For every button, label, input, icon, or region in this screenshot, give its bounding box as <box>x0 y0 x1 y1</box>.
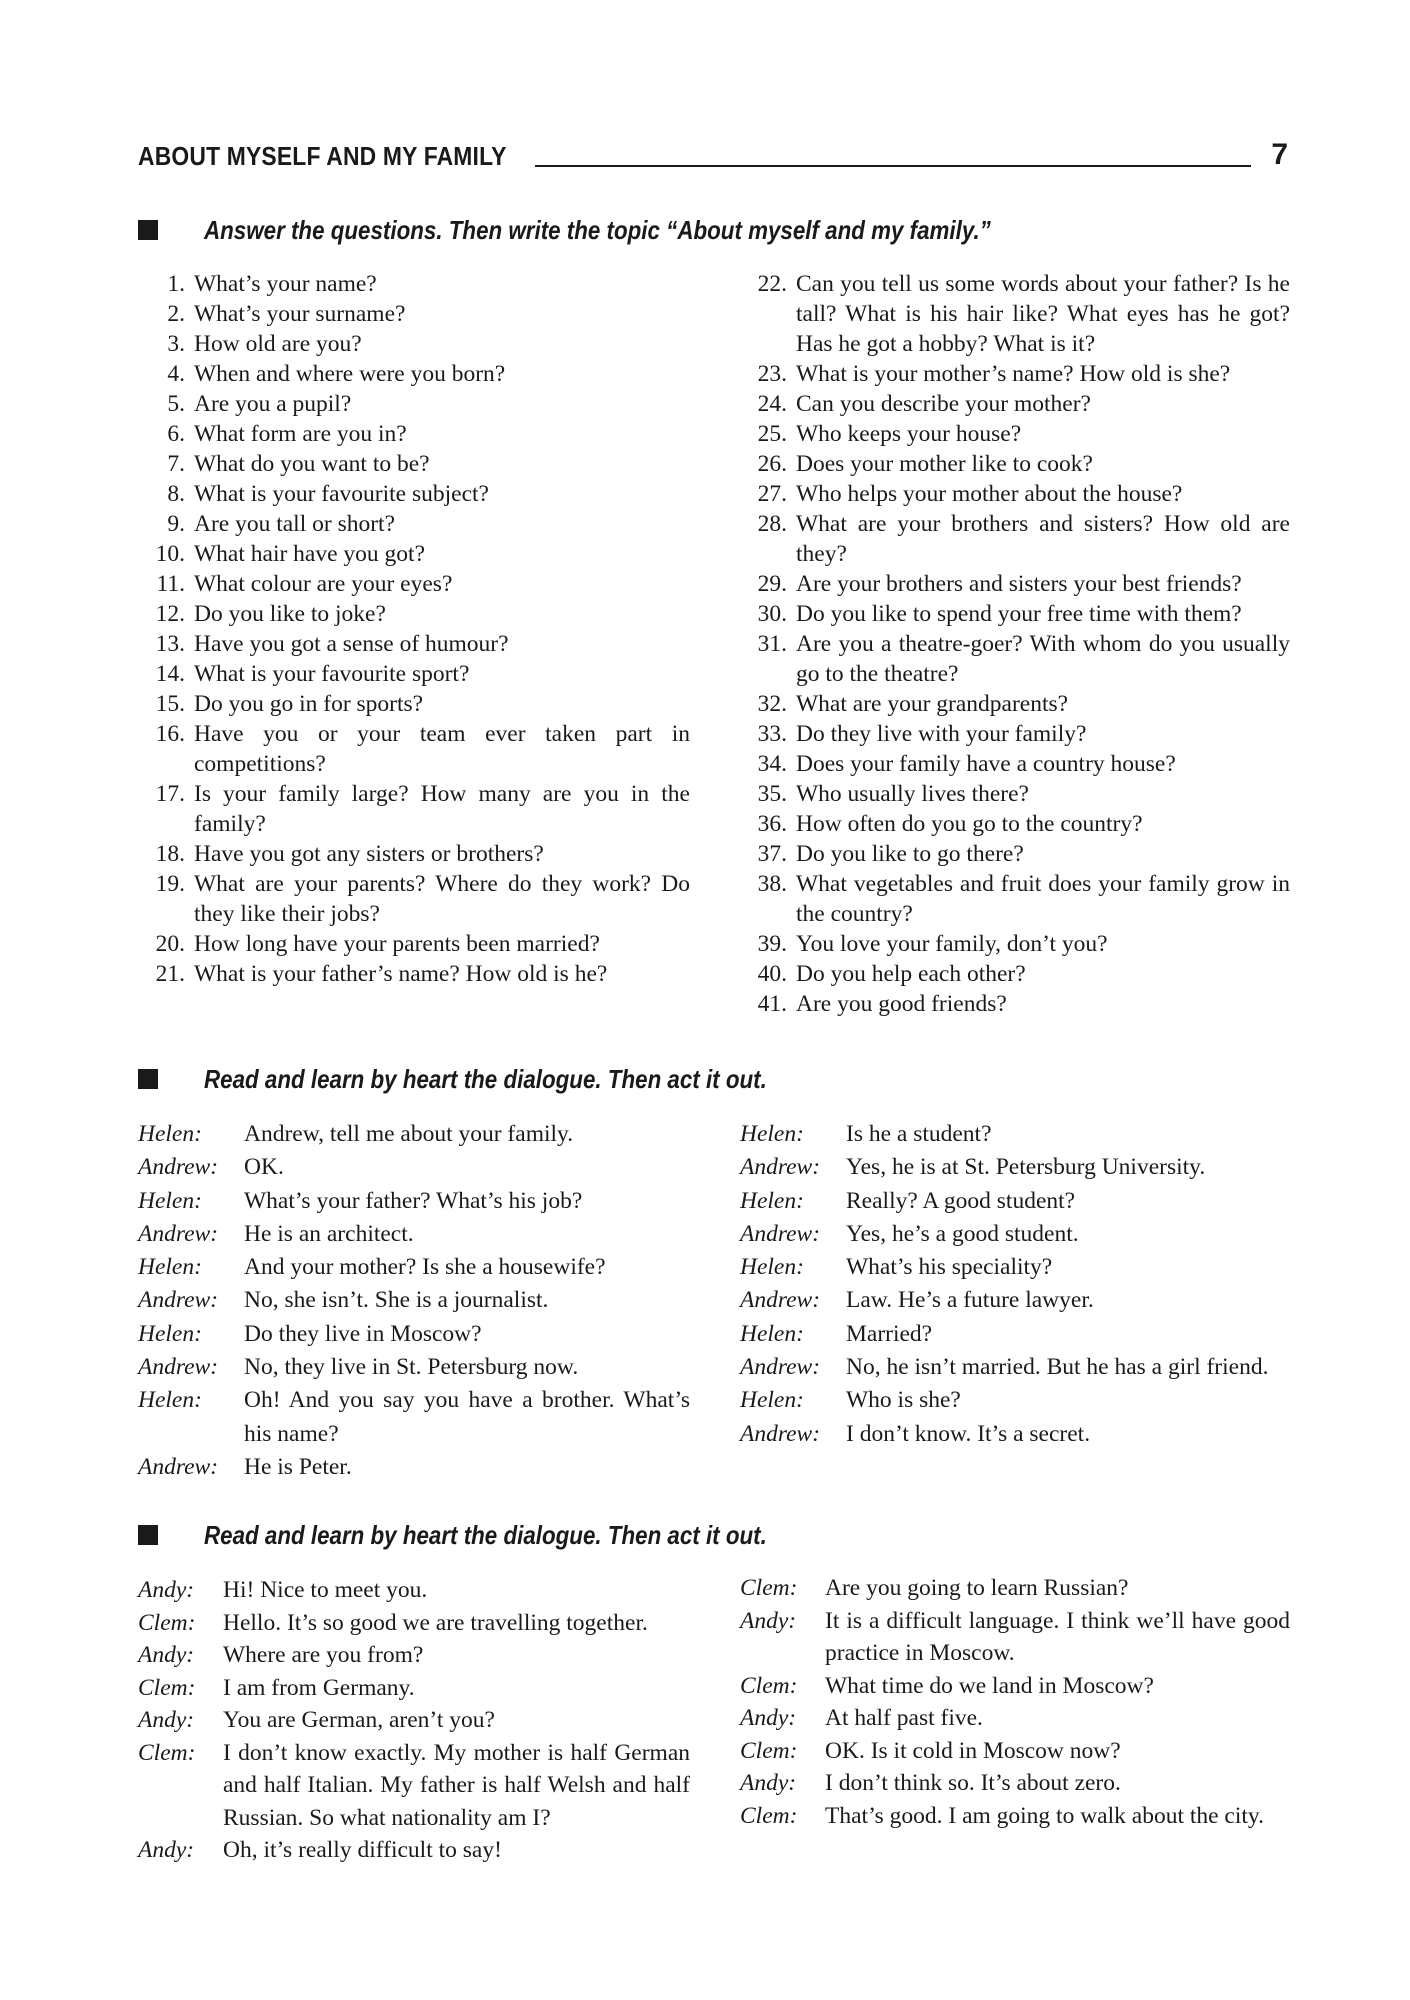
question-number: 22. <box>757 271 787 297</box>
question-item <box>138 839 690 869</box>
dialogue-line <box>740 1218 1290 1251</box>
question-text: Can you describe your mother? <box>796 391 1091 417</box>
dialogue-text: Law. He’s a future lawyer. <box>846 1287 1094 1314</box>
task-3-heading <box>138 1517 858 1553</box>
question-number: 37. <box>757 841 787 867</box>
dialogue-text: Hi! Nice to meet you. <box>223 1577 428 1603</box>
speaker-name: Andy: <box>740 1607 797 1634</box>
question-text: Have you or your team ever taken part in competitions? <box>194 721 690 777</box>
task-3-instruction: Read and learn by heart the dialogue. Then act it out. <box>204 1519 767 1550</box>
dialogue-text: I don’t know. It’s a secret. <box>846 1420 1091 1447</box>
speaker-name: Andrew: <box>138 1220 219 1247</box>
question-text: Can you tell us some words about your father? Is he tall? What is his hair like? What eyes has he got? Has he got a hobby? What is it? <box>796 271 1290 357</box>
question-number: 25. <box>757 421 787 447</box>
question-item <box>138 449 690 479</box>
dialogue-text: Married? <box>846 1320 933 1347</box>
speaker-name: Helen: <box>138 1387 202 1414</box>
question-item <box>740 599 1290 629</box>
question-text: What is your father’s name? How old is he? <box>194 961 608 987</box>
dialogue-text: He is an architect. <box>244 1220 414 1247</box>
question-text: Who helps your mother about the house? <box>796 481 1183 507</box>
speaker-name: Helen: <box>740 1121 804 1147</box>
dialogue-line <box>740 1351 1290 1384</box>
dialogue-text: Yes, he is at St. Petersburg University. <box>846 1154 1206 1181</box>
dialogue-text: He is Peter. <box>244 1453 352 1480</box>
question-item <box>740 419 1290 449</box>
question-item <box>740 989 1290 1019</box>
task-bullet-icon <box>138 1525 158 1545</box>
dialogue-line <box>740 1735 1290 1768</box>
questions-right-column <box>740 269 1290 1019</box>
question-item <box>740 689 1290 719</box>
question-item <box>138 659 690 689</box>
question-text: What’s your surname? <box>194 301 406 327</box>
dialogue-line <box>138 1318 690 1351</box>
question-item <box>740 869 1290 929</box>
question-item <box>740 389 1290 419</box>
question-item <box>138 539 690 569</box>
question-text: Do you like to joke? <box>194 601 386 627</box>
question-number: 13. <box>155 631 185 657</box>
question-text: What vegetables and fruit does your family grow in the country? <box>796 871 1290 927</box>
question-item <box>740 959 1290 989</box>
question-text: What’s your name? <box>194 271 377 297</box>
page-header <box>138 137 1288 171</box>
speaker-name: Andrew: <box>138 1354 219 1381</box>
question-number: 19. <box>155 871 185 897</box>
question-number: 10. <box>155 541 185 567</box>
question-number: 41. <box>757 991 787 1017</box>
dialogue-text: Who is she? <box>846 1387 961 1414</box>
dialogue-line <box>138 1574 690 1607</box>
speaker-name: Andy: <box>138 1577 195 1603</box>
dialogue-line <box>740 1384 1290 1417</box>
speaker-name: Helen: <box>138 1121 202 1147</box>
question-text: What is your favourite sport? <box>194 661 470 687</box>
question-number: 6. <box>167 421 185 447</box>
dialogue-text: I don’t think so. It’s about zero. <box>825 1770 1121 1796</box>
speaker-name: Andrew: <box>740 1354 821 1381</box>
speaker-name: Helen: <box>740 1387 804 1414</box>
question-item <box>740 839 1290 869</box>
question-number: 1. <box>167 271 185 297</box>
task-2-heading <box>138 1061 858 1097</box>
question-item <box>740 269 1290 359</box>
question-text: What colour are your eyes? <box>194 571 453 597</box>
question-text: Do they live with your family? <box>796 721 1087 747</box>
speaker-name: Helen: <box>740 1320 804 1347</box>
dialogue-line <box>138 1118 690 1151</box>
speaker-name: Helen: <box>138 1320 202 1347</box>
question-number: 32. <box>757 691 787 717</box>
speaker-name: Andrew: <box>740 1420 821 1447</box>
question-text: Who keeps your house? <box>796 421 1022 447</box>
speaker-name: Helen: <box>740 1254 804 1281</box>
speaker-name: Clem: <box>138 1609 196 1636</box>
dialogue-text: Oh, it’s really difficult to say! <box>223 1837 502 1863</box>
dialogue-text: What’s his speciality? <box>846 1254 1053 1281</box>
question-number: 15. <box>155 691 185 717</box>
dialogue-text: Do they live in Moscow? <box>244 1320 482 1347</box>
question-number: 2. <box>167 301 185 327</box>
dialogue-text: What time do we land in Moscow? <box>825 1672 1154 1699</box>
question-text: What are your grandparents? <box>796 691 1069 717</box>
dialogue-line <box>138 1834 690 1867</box>
dialogue-line <box>138 1384 690 1451</box>
dialogue-line <box>138 1284 690 1317</box>
dialogue-1-left-column <box>138 1118 690 1484</box>
dialogue-line <box>138 1151 690 1184</box>
question-text: Are you a theatre-goer? With whom do you usually go to the theatre? <box>796 631 1290 687</box>
speaker-name: Clem: <box>740 1575 798 1601</box>
question-text: What do you want to be? <box>194 451 430 477</box>
speaker-name: Andrew: <box>138 1154 219 1181</box>
dialogue-text: No, he isn’t married. But he has a girl friend. <box>846 1354 1269 1381</box>
question-number: 35. <box>757 781 787 807</box>
question-text: Do you like to go there? <box>796 841 1024 867</box>
question-text: What are your brothers and sisters? How old are they? <box>796 511 1290 567</box>
speaker-name: Andrew: <box>138 1287 219 1314</box>
question-item <box>138 359 690 389</box>
question-number: 17. <box>155 781 185 807</box>
question-item <box>138 599 690 629</box>
dialogue-text: Are you going to learn Russian? <box>825 1575 1129 1601</box>
question-text: Does your mother like to cook? <box>796 451 1093 477</box>
question-item <box>740 509 1290 569</box>
question-number: 4. <box>167 361 185 387</box>
question-item <box>740 779 1290 809</box>
dialogue-text: At half past five. <box>825 1705 983 1731</box>
dialogue-line <box>740 1185 1290 1218</box>
question-number: 11. <box>156 571 185 597</box>
speaker-name: Clem: <box>740 1802 798 1829</box>
dialogue-2-left-column <box>138 1574 690 1867</box>
dialogue-text: What’s your father? What’s his job? <box>244 1187 583 1214</box>
dialogue-line <box>138 1607 690 1640</box>
question-number: 14. <box>155 661 185 687</box>
question-text: What are your parents? Where do they work? Do they like their jobs? <box>194 871 690 927</box>
speaker-name: Andrew: <box>740 1220 821 1247</box>
task-2-instruction: Read and learn by heart the dialogue. Then act it out. <box>204 1063 767 1094</box>
question-text: Are your brothers and sisters your best friends? <box>796 571 1242 597</box>
question-item <box>138 569 690 599</box>
dialogue-text: Hello. It’s so good we are travelling together. <box>223 1609 648 1636</box>
dialogue-text: That’s good. I am going to walk about the city. <box>825 1802 1265 1829</box>
question-text: Do you like to spend your free time with them? <box>796 601 1242 627</box>
question-number: 27. <box>757 481 787 507</box>
question-text: Do you go in for sports? <box>194 691 424 717</box>
question-number: 8. <box>167 481 185 507</box>
question-item <box>740 479 1290 509</box>
dialogue-line <box>740 1800 1290 1833</box>
dialogue-line <box>740 1670 1290 1703</box>
dialogue-text: Oh! And you say you have a brother. What’s his name? <box>244 1387 690 1447</box>
dialogue-text: I am from Germany. <box>223 1674 415 1701</box>
speaker-name: Andy: <box>138 1837 195 1863</box>
dialogue-line <box>138 1672 690 1705</box>
question-number: 33. <box>757 721 787 747</box>
dialogue-text: OK. Is it cold in Moscow now? <box>825 1737 1121 1764</box>
task-bullet-icon <box>138 1069 158 1089</box>
questions-left-column <box>138 269 690 989</box>
question-item <box>138 779 690 839</box>
speaker-name: Helen: <box>138 1187 202 1214</box>
speaker-name: Helen: <box>138 1254 202 1281</box>
question-item <box>138 419 690 449</box>
speaker-name: Clem: <box>740 1737 798 1764</box>
question-item <box>740 569 1290 599</box>
question-item <box>740 359 1290 389</box>
task-bullet-icon <box>138 220 158 240</box>
question-number: 21. <box>155 961 185 987</box>
question-text: What hair have you got? <box>194 541 425 567</box>
task-1-instruction: Answer the questions. Then write the topic “About myself and my family.” <box>204 214 991 245</box>
question-number: 26. <box>757 451 787 477</box>
dialogue-2-right-column <box>740 1572 1290 1832</box>
question-number: 28. <box>757 511 787 537</box>
question-number: 38. <box>757 871 787 897</box>
dialogue-text: And your mother? Is she a housewife? <box>244 1254 606 1281</box>
question-item <box>740 719 1290 749</box>
dialogue-line <box>138 1251 690 1284</box>
question-number: 40. <box>757 961 787 987</box>
question-item <box>138 689 690 719</box>
question-text: Have you got a sense of humour? <box>194 631 509 657</box>
dialogue-text: No, they live in St. Petersburg now. <box>244 1354 579 1381</box>
question-number: 5. <box>167 391 185 417</box>
question-item <box>740 809 1290 839</box>
question-number: 36. <box>757 811 787 837</box>
dialogue-text: You are German, aren’t you? <box>223 1707 495 1733</box>
question-number: 3. <box>167 331 185 357</box>
dialogue-line <box>740 1605 1290 1670</box>
question-item <box>740 629 1290 689</box>
dialogue-text: Is he a student? <box>846 1121 992 1147</box>
section-title: ABOUT MYSELF AND MY FAMILY <box>138 141 507 171</box>
question-text: Do you help each other? <box>796 961 1026 987</box>
speaker-name: Andy: <box>740 1770 797 1796</box>
question-text: How long have your parents been married? <box>194 931 600 957</box>
dialogue-text: It is a difficult language. I think we’ll have good practice in Moscow. <box>825 1607 1290 1666</box>
speaker-name: Andy: <box>740 1705 797 1731</box>
question-item <box>138 719 690 779</box>
dialogue-text: Really? A good student? <box>846 1187 1076 1214</box>
question-number: 16. <box>155 721 185 747</box>
question-text: Are you good friends? <box>796 991 1007 1017</box>
dialogue-line <box>138 1704 690 1737</box>
question-item <box>138 299 690 329</box>
dialogue-line <box>138 1185 690 1218</box>
speaker-name: Clem: <box>740 1672 798 1699</box>
question-item <box>138 929 690 959</box>
question-text: Are you a pupil? <box>194 391 352 417</box>
dialogue-line <box>138 1639 690 1672</box>
speaker-name: Helen: <box>740 1187 804 1214</box>
question-item <box>138 869 690 929</box>
speaker-name: Clem: <box>138 1674 196 1701</box>
question-item <box>138 329 690 359</box>
dialogue-line <box>740 1151 1290 1184</box>
question-text: You love your family, don’t you? <box>796 931 1108 957</box>
question-number: 18. <box>155 841 185 867</box>
dialogue-line <box>138 1351 690 1384</box>
dialogue-line <box>138 1451 690 1484</box>
speaker-name: Andrew: <box>740 1154 821 1181</box>
question-text: Who usually lives there? <box>796 781 1029 807</box>
dialogue-line <box>740 1767 1290 1800</box>
question-item <box>138 479 690 509</box>
dialogue-line <box>740 1702 1290 1735</box>
question-number: 39. <box>757 931 787 957</box>
dialogue-1-right-column <box>740 1118 1290 1451</box>
dialogue-line <box>740 1318 1290 1351</box>
dialogue-line <box>740 1118 1290 1151</box>
question-number: 20. <box>155 931 185 957</box>
speaker-name: Andrew: <box>138 1453 219 1480</box>
page-number: 7 <box>1271 138 1288 171</box>
header-rule <box>535 165 1251 167</box>
question-item <box>138 269 690 299</box>
dialogue-line <box>138 1218 690 1251</box>
question-item <box>138 959 690 989</box>
question-text: Is your family large? How many are you in the family? <box>194 781 690 837</box>
question-number: 9. <box>167 511 185 537</box>
question-number: 31. <box>757 631 787 657</box>
question-text: What is your favourite subject? <box>194 481 489 507</box>
question-number: 12. <box>155 601 185 627</box>
dialogue-text: I don’t know exactly. My mother is half German and half Italian. My father is half Welsh and half Russian. So what nationality am I? <box>223 1739 690 1831</box>
dialogue-line <box>740 1284 1290 1317</box>
question-item <box>138 509 690 539</box>
question-number: 34. <box>757 751 787 777</box>
speaker-name: Andrew: <box>740 1287 821 1314</box>
question-text: What form are you in? <box>194 421 407 447</box>
dialogue-line <box>740 1251 1290 1284</box>
question-item <box>740 449 1290 479</box>
question-text: Are you tall or short? <box>194 511 396 537</box>
dialogue-text: Yes, he’s a good student. <box>846 1220 1079 1247</box>
dialogue-text: OK. <box>244 1154 284 1181</box>
dialogue-line <box>740 1572 1290 1605</box>
question-number: 7. <box>167 451 185 477</box>
task-1-heading <box>138 212 1119 248</box>
dialogue-line <box>138 1737 690 1835</box>
dialogue-text: Where are you from? <box>223 1642 424 1668</box>
speaker-name: Andy: <box>138 1707 195 1733</box>
question-item <box>740 749 1290 779</box>
question-number: 24. <box>757 391 787 417</box>
question-text: Does your family have a country house? <box>796 751 1176 777</box>
question-number: 29. <box>757 571 787 597</box>
question-number: 30. <box>757 601 787 627</box>
question-text: When and where were you born? <box>194 361 506 387</box>
question-number: 23. <box>757 361 787 387</box>
question-text: Have you got any sisters or brothers? <box>194 841 544 867</box>
speaker-name: Andy: <box>138 1642 195 1668</box>
question-item <box>740 929 1290 959</box>
dialogue-text: No, she isn’t. She is a journalist. <box>244 1287 549 1314</box>
question-text: What is your mother’s name? How old is she? <box>796 361 1231 387</box>
question-text: How old are you? <box>194 331 362 357</box>
dialogue-line <box>740 1418 1290 1451</box>
question-item <box>138 389 690 419</box>
dialogue-text: Andrew, tell me about your family. <box>244 1121 574 1147</box>
question-item <box>138 629 690 659</box>
speaker-name: Clem: <box>138 1739 196 1766</box>
question-text: How often do you go to the country? <box>796 811 1143 837</box>
